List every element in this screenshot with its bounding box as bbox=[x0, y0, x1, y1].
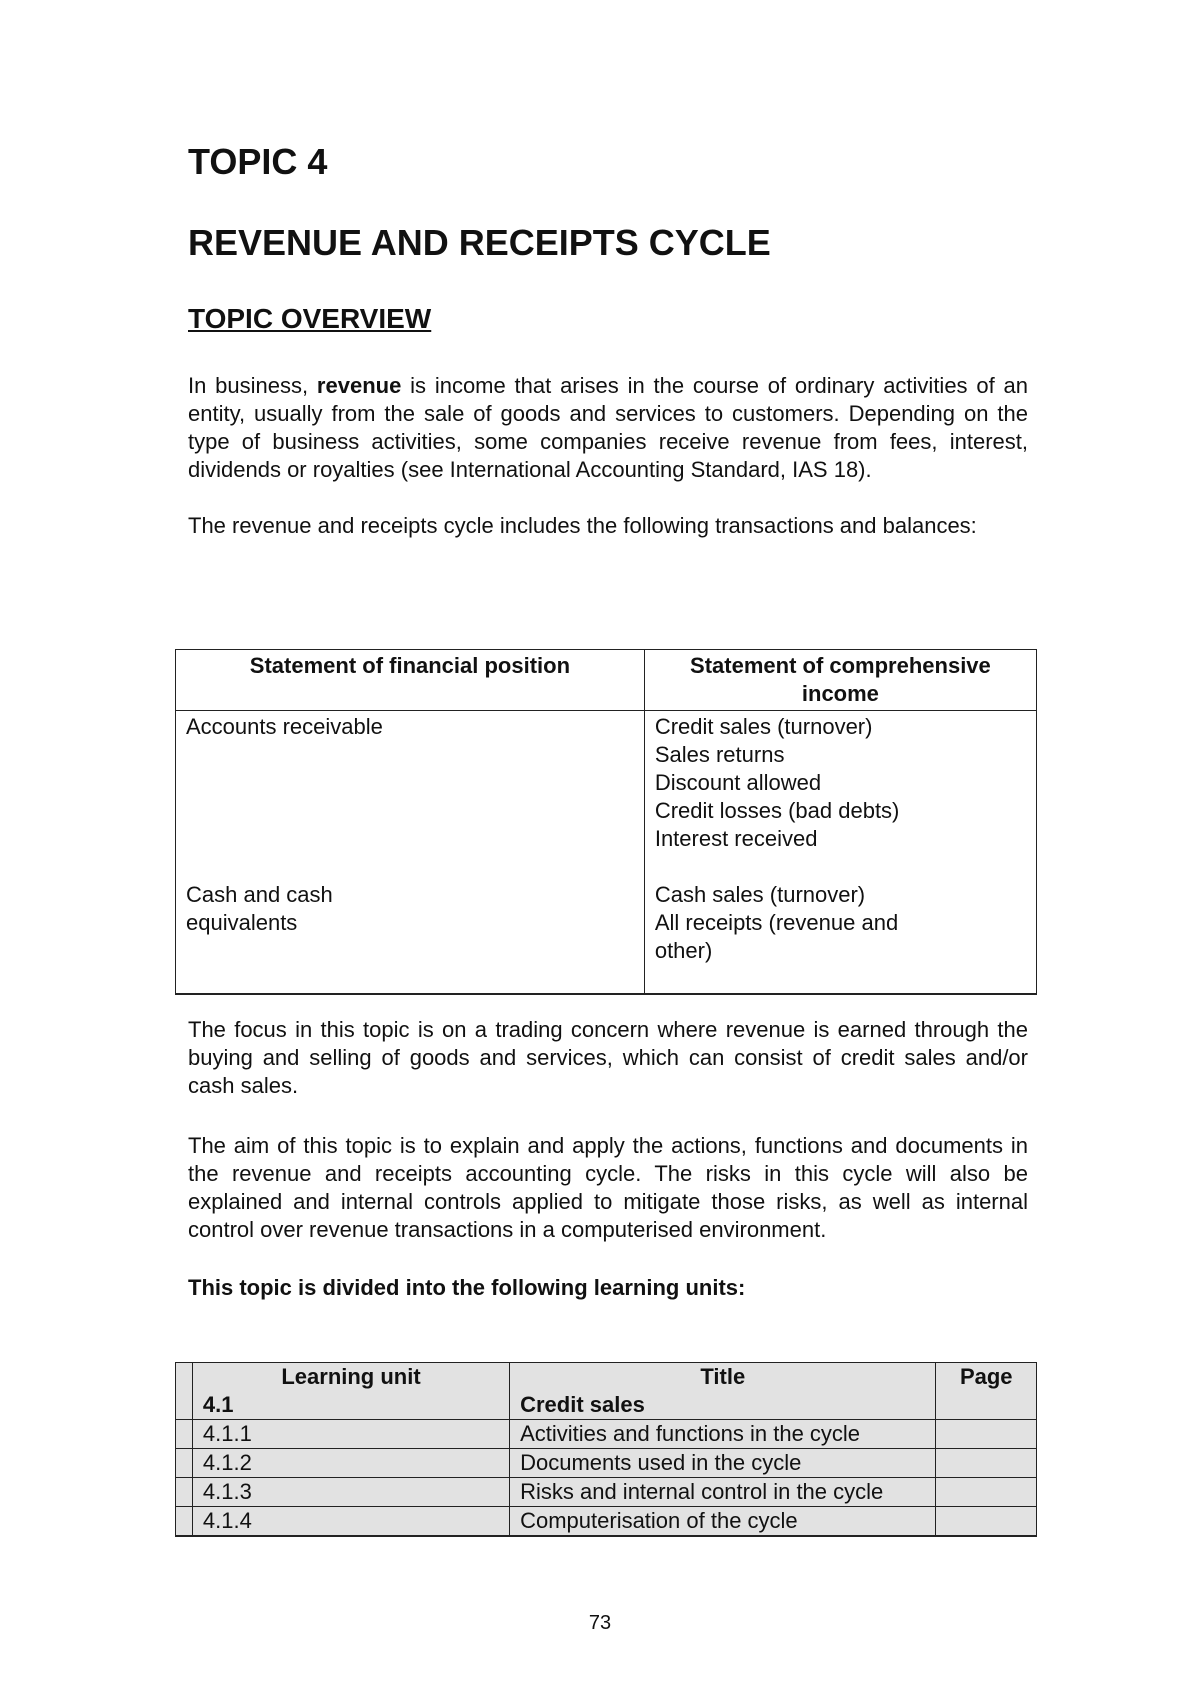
cash-line-2: equivalents bbox=[186, 910, 298, 935]
revenue-term: revenue bbox=[316, 372, 402, 398]
overview-heading: TOPIC OVERVIEW bbox=[188, 303, 432, 335]
page-number: 73 bbox=[588, 1612, 612, 1634]
topic-number: TOPIC 4 bbox=[188, 141, 328, 182]
unit-number: 4.1.1 bbox=[192, 1420, 509, 1449]
unit-number: 4.1.3 bbox=[192, 1478, 509, 1507]
group-unit-title: Credit sales bbox=[520, 1392, 645, 1417]
document-body bbox=[188, 1016, 1028, 1302]
topic-title: REVENUE AND RECEIPTS CYCLE bbox=[188, 222, 771, 264]
table-row bbox=[176, 1449, 1037, 1478]
unit-number: 4.1.4 bbox=[192, 1507, 509, 1537]
aim-paragraph: The aim of this topic is to explain and apply the actions, functions and documents in the revenue and receipts accounting cycle. The risks in this cycle will also be explained and internal controls applied to mitigate those risks, as well as internal control over revenue transactions in a computerised environment. bbox=[188, 1133, 1028, 1242]
table-row bbox=[176, 1478, 1037, 1507]
table-row bbox=[176, 1420, 1037, 1449]
units-header-row bbox=[176, 1363, 1037, 1420]
unit-page bbox=[936, 1478, 1037, 1507]
table-row bbox=[176, 1507, 1037, 1537]
header-page: Page bbox=[959, 1364, 1013, 1389]
comprehensive-income-cell bbox=[644, 711, 1036, 995]
balance-table bbox=[175, 649, 1037, 995]
header-financial-position: Statement of financial position bbox=[176, 650, 645, 711]
header-title: Title bbox=[700, 1364, 746, 1389]
intro-text-end: is income that arises in the course of ordinary activities of an entity, usually from the sale of goods and services to customers. Depending on the type of business activities, some companies receive revenue from fees, interest, dividends or royalties (see International Accounting Standard, IAS 18). bbox=[188, 372, 1029, 482]
header-learning-unit: Learning unit bbox=[281, 1364, 421, 1389]
unit-title: Risks and internal control in the cycle bbox=[510, 1478, 936, 1507]
unit-title: Computerisation of the cycle bbox=[510, 1507, 936, 1537]
cycle-paragraph: The revenue and receipts cycle includes the following transactions and balances: bbox=[188, 512, 977, 538]
learning-units-table bbox=[175, 1362, 1037, 1537]
cash-line-1: Cash and cash bbox=[186, 882, 333, 907]
focus-paragraph: The focus in this topic is on a trading concern where revenue is earned through the buying and selling of goods and services, which can consist of credit sales and/or cash sales. bbox=[188, 1017, 1028, 1098]
list-item: Credit losses (bad debts) bbox=[654, 798, 900, 823]
accounts-receivable: Accounts receivable bbox=[186, 714, 383, 739]
units-lead: This topic is divided into the following learning units: bbox=[188, 1275, 746, 1300]
list-item: Cash sales (turnover) bbox=[654, 882, 866, 907]
unit-title: Activities and functions in the cycle bbox=[510, 1420, 936, 1449]
unit-number: 4.1.2 bbox=[192, 1449, 509, 1478]
list-item: Interest received bbox=[654, 826, 818, 851]
list-item: All receipts (revenue and bbox=[654, 910, 899, 935]
list-item: Sales returns bbox=[654, 742, 785, 767]
unit-page bbox=[936, 1420, 1037, 1449]
document-page bbox=[188, 140, 1028, 540]
balance-table-header-row bbox=[176, 650, 1037, 711]
intro-paragraph bbox=[188, 372, 1028, 484]
list-item: Discount allowed bbox=[654, 770, 822, 795]
list-item: Credit sales (turnover) bbox=[654, 714, 873, 739]
intro-text-start: In business, bbox=[188, 372, 317, 398]
unit-page bbox=[936, 1449, 1037, 1478]
unit-title: Documents used in the cycle bbox=[510, 1449, 936, 1478]
header-comprehensive-income: Statement of comprehensive income bbox=[644, 650, 1036, 711]
list-item: other) bbox=[654, 938, 713, 963]
group-unit-number: 4.1 bbox=[202, 1392, 234, 1417]
table-row bbox=[176, 711, 1037, 995]
unit-page bbox=[936, 1507, 1037, 1537]
financial-position-cell bbox=[176, 711, 645, 995]
